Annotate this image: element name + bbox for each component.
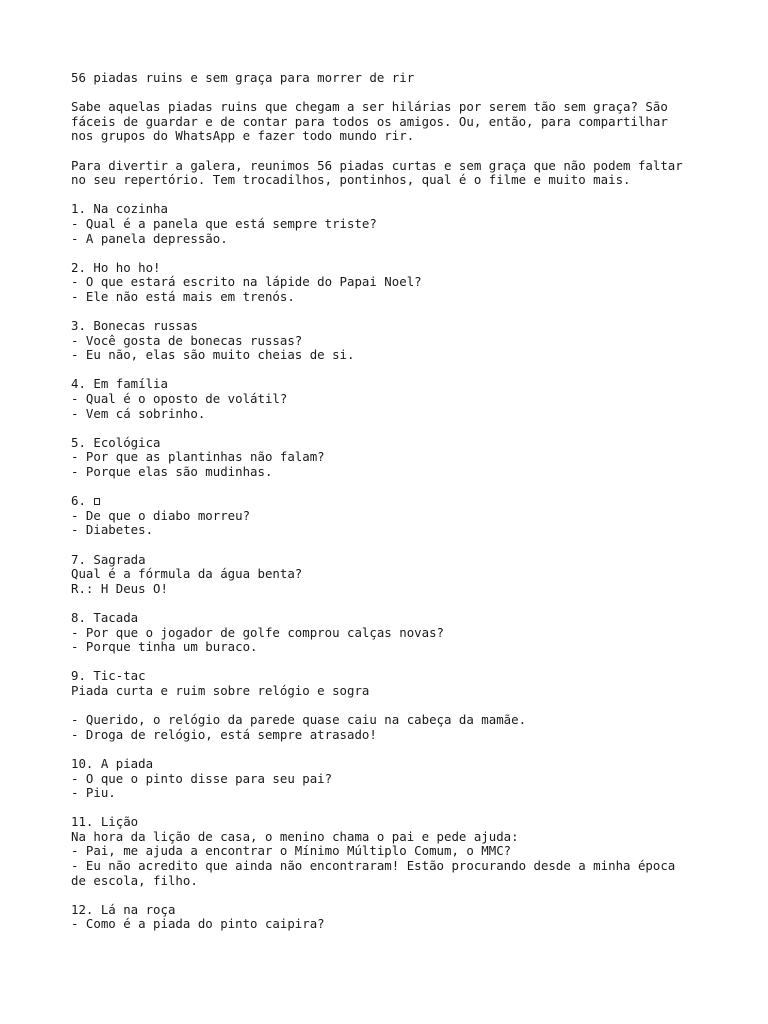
spacer (71, 305, 728, 320)
joke-heading: 5. Ecológica (71, 434, 161, 450)
joke-heading: 7. Sagrada (71, 551, 146, 567)
joke-item (71, 261, 728, 305)
intro-section (71, 100, 728, 188)
missing-glyph-icon (94, 498, 100, 505)
spacer (71, 86, 728, 101)
joke-line: - Vem cá sobrinho. (71, 405, 206, 421)
joke-line: - Querido, o relógio da parede quase caiu na cabeça da mamãe. (71, 712, 527, 728)
joke-line: - Eu não acredito que ainda não encontraram! Estão procurando desde a minha época (71, 858, 676, 874)
intro-line: Para divertir a galera, reunimos 56 piadas curtas e sem graça que não podem faltar (71, 157, 683, 173)
joke-line: - A panela depressão. (71, 230, 228, 246)
joke-line: - O que o pinto disse para seu pai? (71, 770, 333, 786)
joke-line: R.: H Deus O! (71, 580, 168, 596)
joke-item (71, 757, 728, 801)
joke-item (71, 319, 728, 363)
joke-line: - Ele não está mais em trenós. (71, 288, 295, 304)
spacer (71, 246, 728, 261)
joke-item (71, 377, 728, 421)
joke-heading: 10. A piada (71, 755, 154, 771)
spacer (71, 480, 728, 495)
joke-line: - Porque tinha um buraco. (71, 639, 258, 655)
document-title: 56 piadas ruins e sem graça para morrer de rir (71, 70, 415, 85)
intro-line: fáceis de guardar e de contar para todos os amigos. Ou, então, para compartilhar (71, 113, 668, 129)
joke-line: - Como é a piada do pinto caipira? (71, 916, 325, 932)
joke-heading: 2. Ho ho ho! (71, 259, 161, 275)
joke-item (71, 202, 728, 246)
joke-line: - Qual é o oposto de volátil? (71, 391, 288, 407)
joke-item (71, 815, 728, 888)
spacer (71, 655, 728, 670)
joke-line: Piada curta e ruim sobre relógio e sogra (71, 682, 370, 698)
spacer (71, 888, 728, 903)
spacer (71, 421, 728, 436)
joke-item (71, 436, 728, 480)
joke-item (71, 553, 728, 597)
spacer (71, 699, 728, 714)
joke-line: - Diabetes. (71, 522, 154, 538)
joke-line: - Droga de relógio, está sempre atrasado! (71, 726, 377, 742)
joke-line: - Você gosta de bonecas russas? (71, 332, 303, 348)
joke-heading: 8. Tacada (71, 609, 139, 625)
jokes-list (71, 202, 728, 932)
joke-heading: 4. Em família (71, 376, 168, 392)
joke-item (71, 669, 728, 742)
joke-item (71, 611, 728, 655)
joke-item (71, 494, 728, 538)
spacer (71, 144, 728, 159)
joke-line: de escola, filho. (71, 872, 198, 888)
joke-heading: 1. Na cozinha (71, 201, 168, 217)
spacer (71, 538, 728, 553)
joke-line: - Porque elas são mudinhas. (71, 464, 273, 480)
joke-line: Qual é a fórmula da água benta? (71, 566, 303, 582)
spacer (71, 596, 728, 611)
intro-line: no seu repertório. Tem trocadilhos, pontinhos, qual é o filme e muito mais. (71, 172, 631, 188)
joke-line: - Por que o jogador de golfe comprou calças novas? (71, 624, 444, 640)
joke-line: - Piu. (71, 785, 116, 801)
joke-heading: 9. Tic-tac (71, 668, 146, 684)
joke-line: Na hora da lição de casa, o menino chama o pai e pede ajuda: (71, 828, 519, 844)
joke-heading: 12. Lá na roça (71, 901, 176, 917)
joke-line: - Eu não, elas são muito cheias de si. (71, 347, 355, 363)
spacer (71, 801, 728, 816)
joke-line: - De que o diabo morreu? (71, 507, 251, 523)
joke-heading: 6. (71, 494, 728, 509)
spacer (71, 188, 728, 203)
joke-item (71, 903, 728, 932)
intro-line: Sabe aquelas piadas ruins que chegam a ser hilárias por serem tão sem graça? São (71, 99, 668, 115)
joke-line: - Por que as plantinhas não falam? (71, 449, 325, 465)
joke-line: - Qual é a panela que está sempre triste? (71, 215, 377, 231)
joke-heading: 11. Lição (71, 814, 139, 830)
joke-line: - Pai, me ajuda a encontrar o Mínimo Múltiplo Comum, o MMC? (71, 843, 512, 859)
joke-line: - O que estará escrito na lápide do Papai Noel? (71, 274, 422, 290)
spacer (71, 742, 728, 757)
intro-line: nos grupos do WhatsApp e fazer todo mundo rir. (71, 128, 415, 144)
spacer (71, 363, 728, 378)
joke-heading: 3. Bonecas russas (71, 318, 198, 334)
